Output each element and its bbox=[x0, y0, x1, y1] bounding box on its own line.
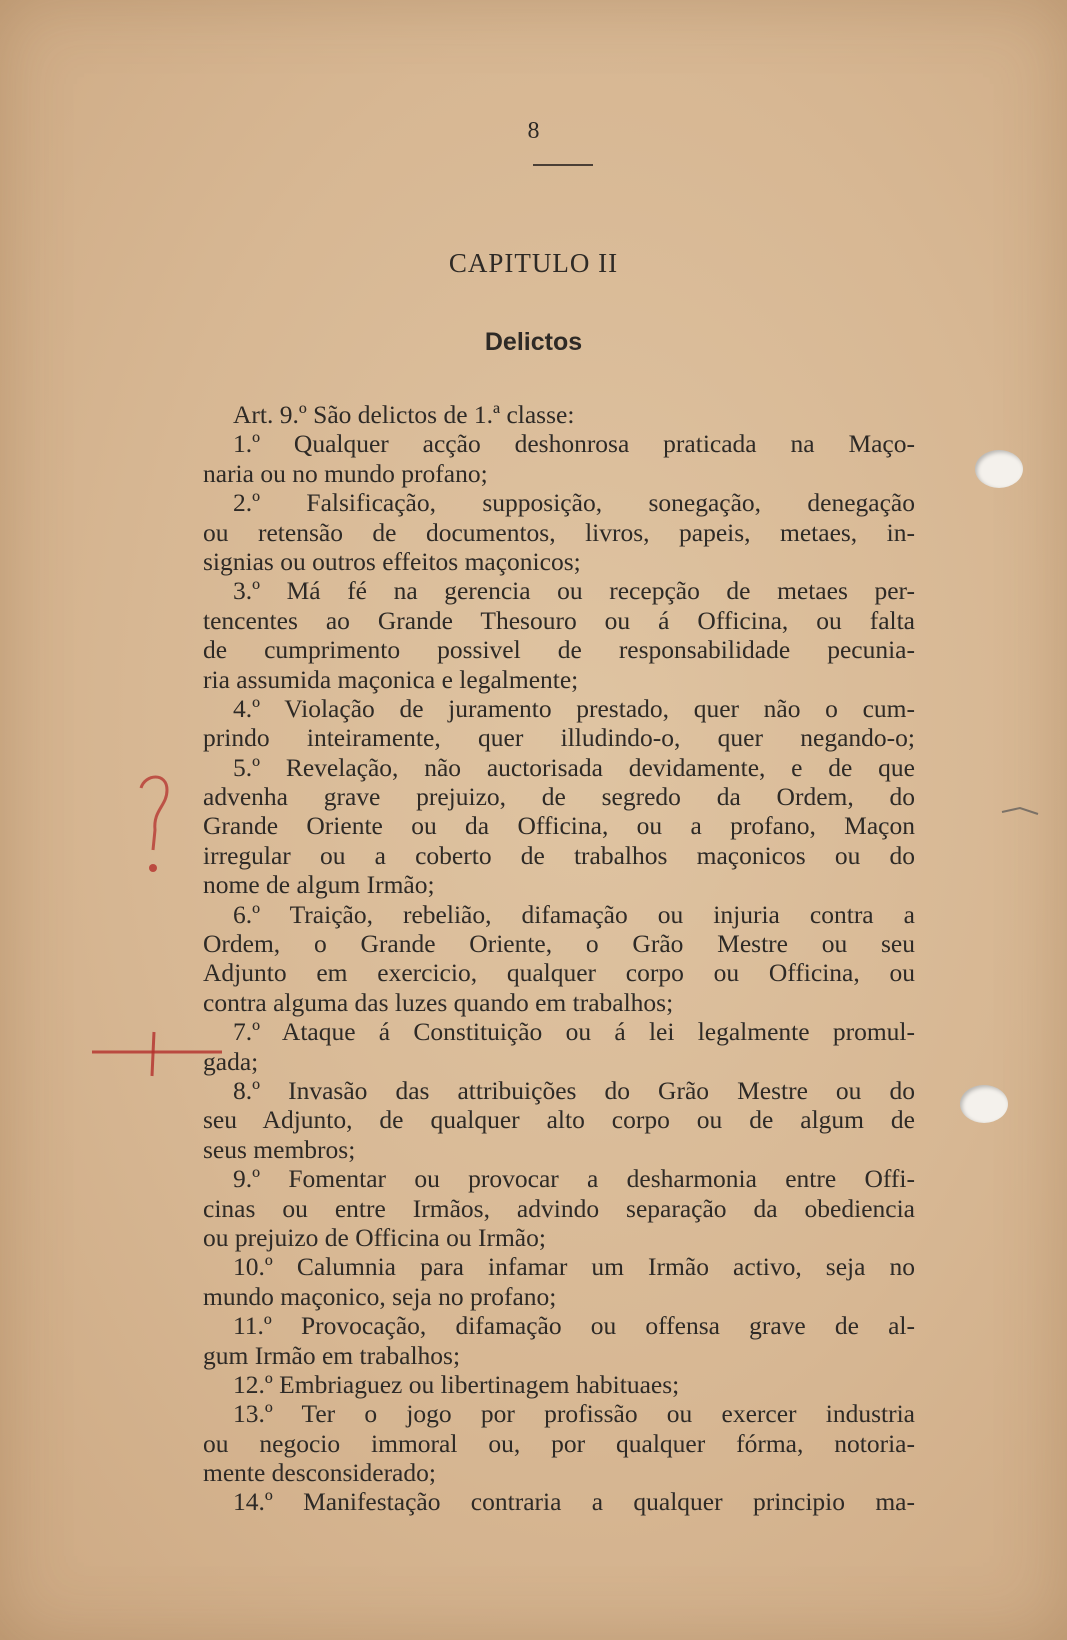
text-line: 8.º Invasão das attribuições do Grão Mestre ou do bbox=[233, 1075, 915, 1105]
text-line: mundo maçonico, seja no profano; bbox=[203, 1281, 557, 1311]
text-line: 5.º Revelação, não auctorisada devidamente, e de que bbox=[233, 752, 915, 782]
text-line: cinas ou entre Irmãos, advindo separação da obediencia bbox=[203, 1193, 915, 1223]
section-title: Delictos bbox=[484, 328, 583, 356]
text-line: gada; bbox=[203, 1046, 259, 1076]
text-line: 9.º Fomentar ou provocar a desharmonia entre Offi- bbox=[233, 1164, 915, 1194]
text-line: contra alguma das luzes quando em trabalhos; bbox=[203, 987, 674, 1017]
text-line: 10.º Calumnia para infamar um Irmão activo, seja no bbox=[233, 1252, 915, 1282]
red-cross-annotation bbox=[92, 1028, 227, 1078]
text-line: tencentes ao Grande Thesouro ou á Officina, ou falta bbox=[203, 605, 915, 635]
text-line: 7.º Ataque á Constituição ou á lei legalmente promul- bbox=[233, 1017, 915, 1047]
text-line: naria ou no mundo profano; bbox=[203, 458, 488, 488]
text-line: 2.º Falsificação, supposição, sonegação, denegação bbox=[233, 488, 915, 518]
punch-hole-top bbox=[975, 450, 1023, 488]
text-line: Art. 9.º São delictos de 1.ª classe: bbox=[233, 400, 575, 429]
text-line: 4.º Violação de juramento prestado, quer não o cum- bbox=[233, 693, 915, 723]
text-line: 3.º Má fé na gerencia ou recepção de metaes per- bbox=[233, 576, 915, 606]
text-line: signias ou outros effeitos maçonicos; bbox=[203, 546, 581, 576]
page-number-rule bbox=[533, 164, 593, 166]
text-line: seu Adjunto, de qualquer alto corpo ou de algum de bbox=[203, 1105, 915, 1135]
text-line: gum Irmão em trabalhos; bbox=[203, 1340, 461, 1370]
text-line: ou retensão de documentos, livros, papeis, metaes, in- bbox=[203, 517, 915, 547]
chapter-title: CAPITULO II bbox=[448, 248, 619, 278]
text-line: Grande Oriente ou da Officina, ou a profano, Maçon bbox=[203, 811, 915, 841]
text-line: nome de algum Irmão; bbox=[203, 870, 435, 900]
text-line: advenha grave prejuizo, de segredo da Ordem, do bbox=[203, 782, 915, 812]
text-line: 12.º Embriaguez ou libertinagem habituaes; bbox=[233, 1369, 680, 1399]
text-line: Adjunto em exercicio, qualquer corpo ou Officina, ou bbox=[203, 958, 915, 988]
body-text bbox=[203, 400, 915, 1517]
text-line: ou prejuizo de Officina ou Irmão; bbox=[203, 1222, 546, 1252]
text-line: irregular ou a coberto de trabalhos maçonicos ou do bbox=[203, 840, 915, 870]
text-line: mente desconsiderado; bbox=[203, 1458, 436, 1488]
text-line: 13.º Ter o jogo por profissão ou exercer industria bbox=[233, 1399, 915, 1429]
text-line: ou negocio immoral ou, por qualquer fórma, notoria- bbox=[203, 1428, 915, 1458]
punch-hole-bottom bbox=[960, 1085, 1008, 1123]
text-line: prindo inteiramente, quer illudindo-o, quer negando-o; bbox=[203, 723, 915, 753]
page-number: 8 bbox=[527, 118, 540, 144]
pencil-tick-mark bbox=[1000, 800, 1040, 820]
text-line: 1.º Qualquer acção deshonrosa praticada na Maço- bbox=[233, 429, 915, 459]
red-question-mark-annotation bbox=[135, 770, 175, 880]
text-line: de cumprimento possivel de responsabilidade pecunia- bbox=[203, 635, 915, 665]
text-line: seus membros; bbox=[203, 1134, 356, 1164]
text-line: 6.º Traição, rebelião, difamação ou injuria contra a bbox=[233, 899, 915, 929]
text-line: ria assumida maçonica e legalmente; bbox=[203, 664, 579, 694]
text-line: 14.º Manifestação contraria a qualquer principio ma- bbox=[233, 1487, 915, 1517]
text-line: 11.º Provocação, difamação ou offensa grave de al- bbox=[233, 1311, 915, 1341]
text-line: Ordem, o Grande Oriente, o Grão Mestre ou seu bbox=[203, 929, 915, 959]
